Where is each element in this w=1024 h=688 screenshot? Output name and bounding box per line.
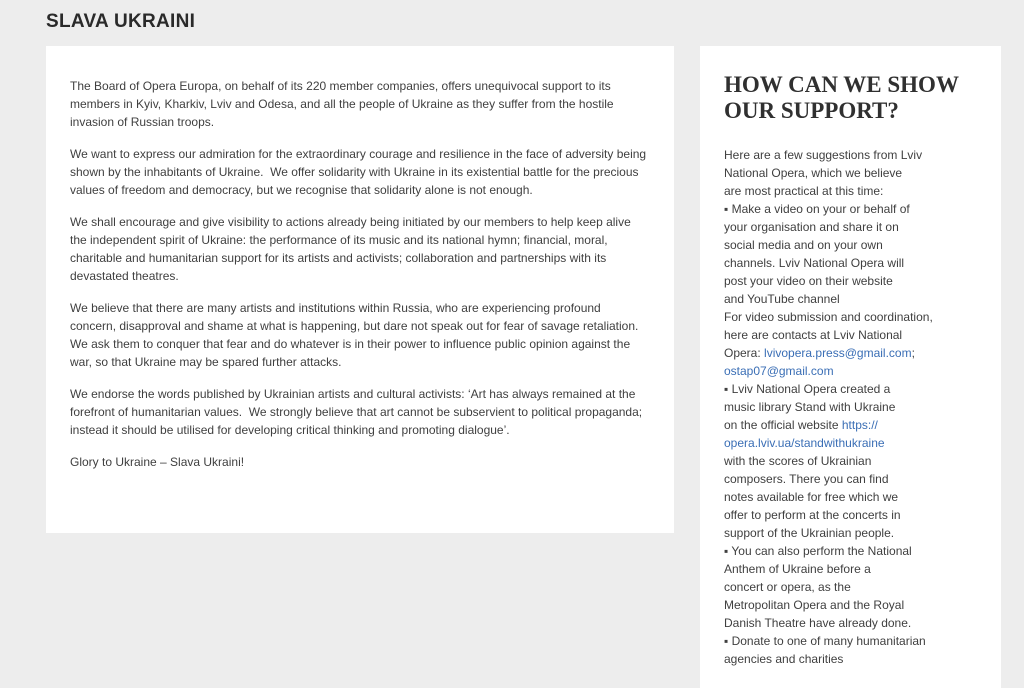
sidebar-text-segment: concert or opera, as the <box>724 580 851 594</box>
sidebar-line <box>724 290 977 308</box>
sidebar-text-segment: music library Stand with Ukraine <box>724 400 896 414</box>
sidebar-line <box>724 506 977 524</box>
sidebar-line <box>724 434 977 452</box>
sidebar-text-segment: Metropolitan Opera and the Royal <box>724 598 905 612</box>
sidebar-line <box>724 452 977 470</box>
sidebar-text-segment: Anthem of Ukraine before a <box>724 562 871 576</box>
sidebar-link[interactable]: https:// <box>841 418 878 432</box>
sidebar-text-segment: ▪ Lviv National Opera created a <box>724 382 891 396</box>
sidebar-line <box>724 542 977 560</box>
sidebar-line <box>724 182 977 200</box>
sidebar-line <box>724 362 977 380</box>
sidebar-line <box>724 272 977 290</box>
sidebar-line <box>724 200 977 218</box>
article-paragraph: Glory to Ukraine – Slava Ukraini! <box>70 455 245 469</box>
sidebar-lines <box>724 146 977 668</box>
sidebar-text-segment: For video submission and coordination, <box>724 310 933 324</box>
sidebar-line <box>724 308 977 326</box>
sidebar-text-segment: ▪ You can also perform the National <box>724 544 912 558</box>
sidebar-text-segment: support of the Ukrainian people. <box>724 526 895 540</box>
sidebar-text-segment: post your video on their website <box>724 274 893 288</box>
sidebar-heading: HOW CAN WE SHOW OUR SUPPORT? <box>724 72 959 123</box>
sidebar-line <box>724 650 977 668</box>
sidebar-line <box>724 632 977 650</box>
sidebar-line <box>724 488 977 506</box>
sidebar-link[interactable]: opera.lviv.ua/standwithukraine <box>724 436 885 450</box>
sidebar-line <box>724 470 977 488</box>
sidebar-line <box>724 398 977 416</box>
sidebar-text-segment: composers. There you can find <box>724 472 889 486</box>
sidebar-text-segment: offer to perform at the concerts in <box>724 508 901 522</box>
sidebar-text-segment: your organisation and share it on <box>724 220 899 234</box>
sidebar-text-segment: ▪ Make a video on your or behalf of <box>724 202 910 216</box>
sidebar-line <box>724 578 977 596</box>
sidebar-line <box>724 236 977 254</box>
sidebar-text-segment: notes available for free which we <box>724 490 899 504</box>
article-paragraph: We endorse the words published by Ukrainian artists and cultural activists: ‘Art has always remained at the forefront of humanitarian values. We strongly believe that art cannot be subservient to political propaganda; instead it should be utilised for developing critical thinking and promoting dialogue’. <box>70 387 646 437</box>
sidebar-line <box>724 596 977 614</box>
sidebar-text-segment: Danish Theatre have already done. <box>724 616 912 630</box>
article-panel <box>46 46 674 533</box>
article-paragraph: We shall encourage and give visibility to actions already being initiated by our members to help keep alive the independent spirit of Ukraine: the performance of its music and its national hymn; financial, moral, charitable and humanitarian support for its artists and activists; collaboration and partnerships with its devastated theatres. <box>70 215 635 283</box>
sidebar-line <box>724 524 977 542</box>
sidebar-text-segment: Here are a few suggestions from Lviv <box>724 148 923 162</box>
sidebar-text-segment: with the scores of Ukrainian <box>724 454 872 468</box>
sidebar-link[interactable]: ostap07@gmail.com <box>724 364 834 378</box>
content-area <box>46 46 1001 688</box>
sidebar-line <box>724 614 977 632</box>
article-paragraph: We want to express our admiration for the extraordinary courage and resilience in the face of adversity being shown by the inhabitants of Ukraine. We offer solidarity with Ukraine in its existential battle for the precious values of freedom and democracy, but we recognise that solidarity alone is not enough. <box>70 147 650 197</box>
sidebar-line <box>724 146 977 164</box>
sidebar-line <box>724 560 977 578</box>
sidebar-text-segment: are most practical at this time: <box>724 184 884 198</box>
sidebar-text-segment: here are contacts at Lviv National <box>724 328 903 342</box>
sidebar-line <box>724 164 977 182</box>
sidebar-line <box>724 326 977 344</box>
sidebar-text-segment: agencies and charities <box>724 652 844 666</box>
sidebar-text-segment: ▪ Donate to one of many humanitarian <box>724 634 926 648</box>
sidebar-text-segment: social media and on your own <box>724 238 883 252</box>
sidebar-line <box>724 254 977 272</box>
sidebar-panel <box>700 46 1001 688</box>
sidebar-text-segment: on the official website <box>724 418 842 432</box>
sidebar-line <box>724 218 977 236</box>
sidebar-line <box>724 380 977 398</box>
sidebar-text-segment: channels. Lviv National Opera will <box>724 256 905 270</box>
page-title: SLAVA UKRAINI <box>46 11 196 32</box>
sidebar-link[interactable]: lvivopera.press@gmail.com <box>764 346 912 360</box>
article-paragraph: The Board of Opera Europa, on behalf of its 220 member companies, offers unequivocal support to its members in Kyiv, Kharkiv, Lviv and Odesa, and all the people of Ukraine as they suffer from the hostile invasion of Russian troops. <box>70 79 617 129</box>
sidebar-text-segment: National Opera, which we believe <box>724 166 903 180</box>
sidebar-line <box>724 416 977 434</box>
sidebar-text-segment: ; <box>911 346 915 360</box>
article-paragraph: We believe that there are many artists and institutions within Russia, who are experiencing profound concern, disapproval and shame at what is happening, but dare not speak out for fear of savage retaliation. We ask them to conquer that fear and do whatever is in their power to influence public opinion against the war, so that Ukraine may be spared further attacks. <box>70 301 646 369</box>
sidebar-text-segment: Opera: <box>724 346 765 360</box>
sidebar-line <box>724 344 977 362</box>
sidebar-text-segment: and YouTube channel <box>724 292 840 306</box>
article-paragraphs <box>70 77 650 471</box>
